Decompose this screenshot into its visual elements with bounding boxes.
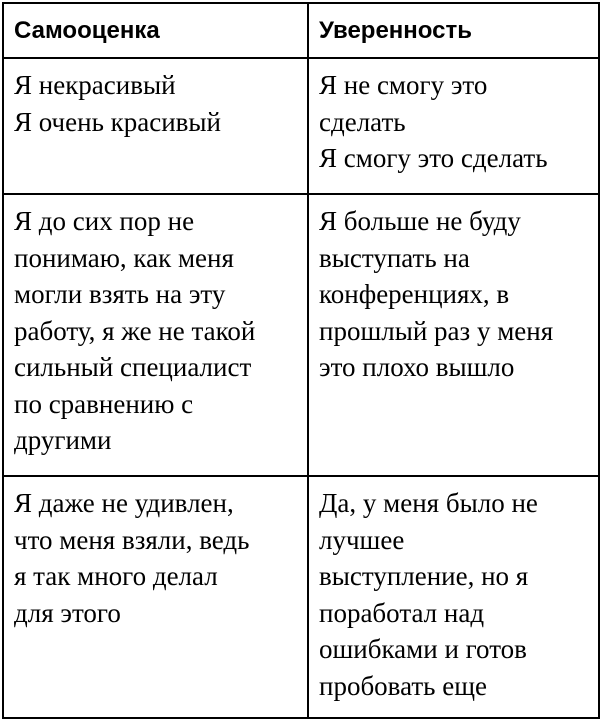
cell-text — [4, 195, 307, 459]
cell-text — [309, 195, 598, 386]
text-line: Я до сих пор не — [14, 206, 195, 236]
text-line: выступление, но я — [319, 561, 529, 591]
text-line: Да, у меня было не — [319, 488, 538, 518]
text-line: Я некрасивый — [14, 70, 176, 100]
text-line: это плохо вышло — [319, 352, 515, 382]
text-line: пробовать еще — [319, 670, 487, 701]
cell-text — [4, 477, 307, 631]
header-label-self-esteem: Самооценка — [14, 17, 160, 44]
text-line: Я даже не удивлен, — [14, 488, 234, 518]
header-row — [3, 3, 599, 58]
text-line: другими — [14, 425, 112, 455]
header-cell-self-esteem — [3, 3, 308, 58]
cell-self-esteem — [3, 58, 308, 194]
table-row — [3, 58, 599, 194]
header-label-confidence: Уверенность — [319, 17, 472, 44]
cell-text — [309, 59, 598, 177]
cell-self-esteem — [3, 194, 308, 476]
cell-confidence — [308, 58, 599, 194]
text-line: выступать на — [319, 242, 470, 273]
text-line: понимаю, как меня — [14, 242, 234, 273]
table-row — [3, 476, 599, 718]
cell-self-esteem — [3, 476, 308, 718]
text-line: прошлый раз у меня — [319, 315, 554, 346]
cell-text — [4, 59, 307, 140]
text-line: лучшее — [319, 524, 405, 555]
text-line: могли взять на эту — [14, 279, 226, 309]
text-line: поработал над — [319, 597, 485, 628]
text-line: Я смогу это сделать — [319, 143, 548, 173]
cell-confidence — [308, 194, 599, 476]
text-line: сделать — [319, 106, 406, 137]
text-line: Я очень красивый — [14, 106, 222, 137]
cell-confidence — [308, 476, 599, 718]
text-line: что меня взяли, ведь — [14, 524, 250, 555]
text-line: Я больше не буду — [319, 206, 521, 236]
header-cell-confidence — [308, 3, 599, 58]
text-line: ошибками и готов — [319, 634, 527, 664]
text-line: сильный специалист — [14, 352, 252, 382]
text-line: конференциях, в — [319, 279, 510, 309]
text-line: для этого — [14, 597, 121, 628]
text-line: по сравнению с — [14, 388, 194, 419]
cell-text — [309, 477, 598, 704]
text-line: Я не смогу это — [319, 70, 488, 100]
text-line: работу, я же не такой — [14, 315, 256, 346]
comparison-table — [2, 2, 600, 719]
text-line: я так много делал — [14, 561, 218, 591]
table-row — [3, 194, 599, 476]
